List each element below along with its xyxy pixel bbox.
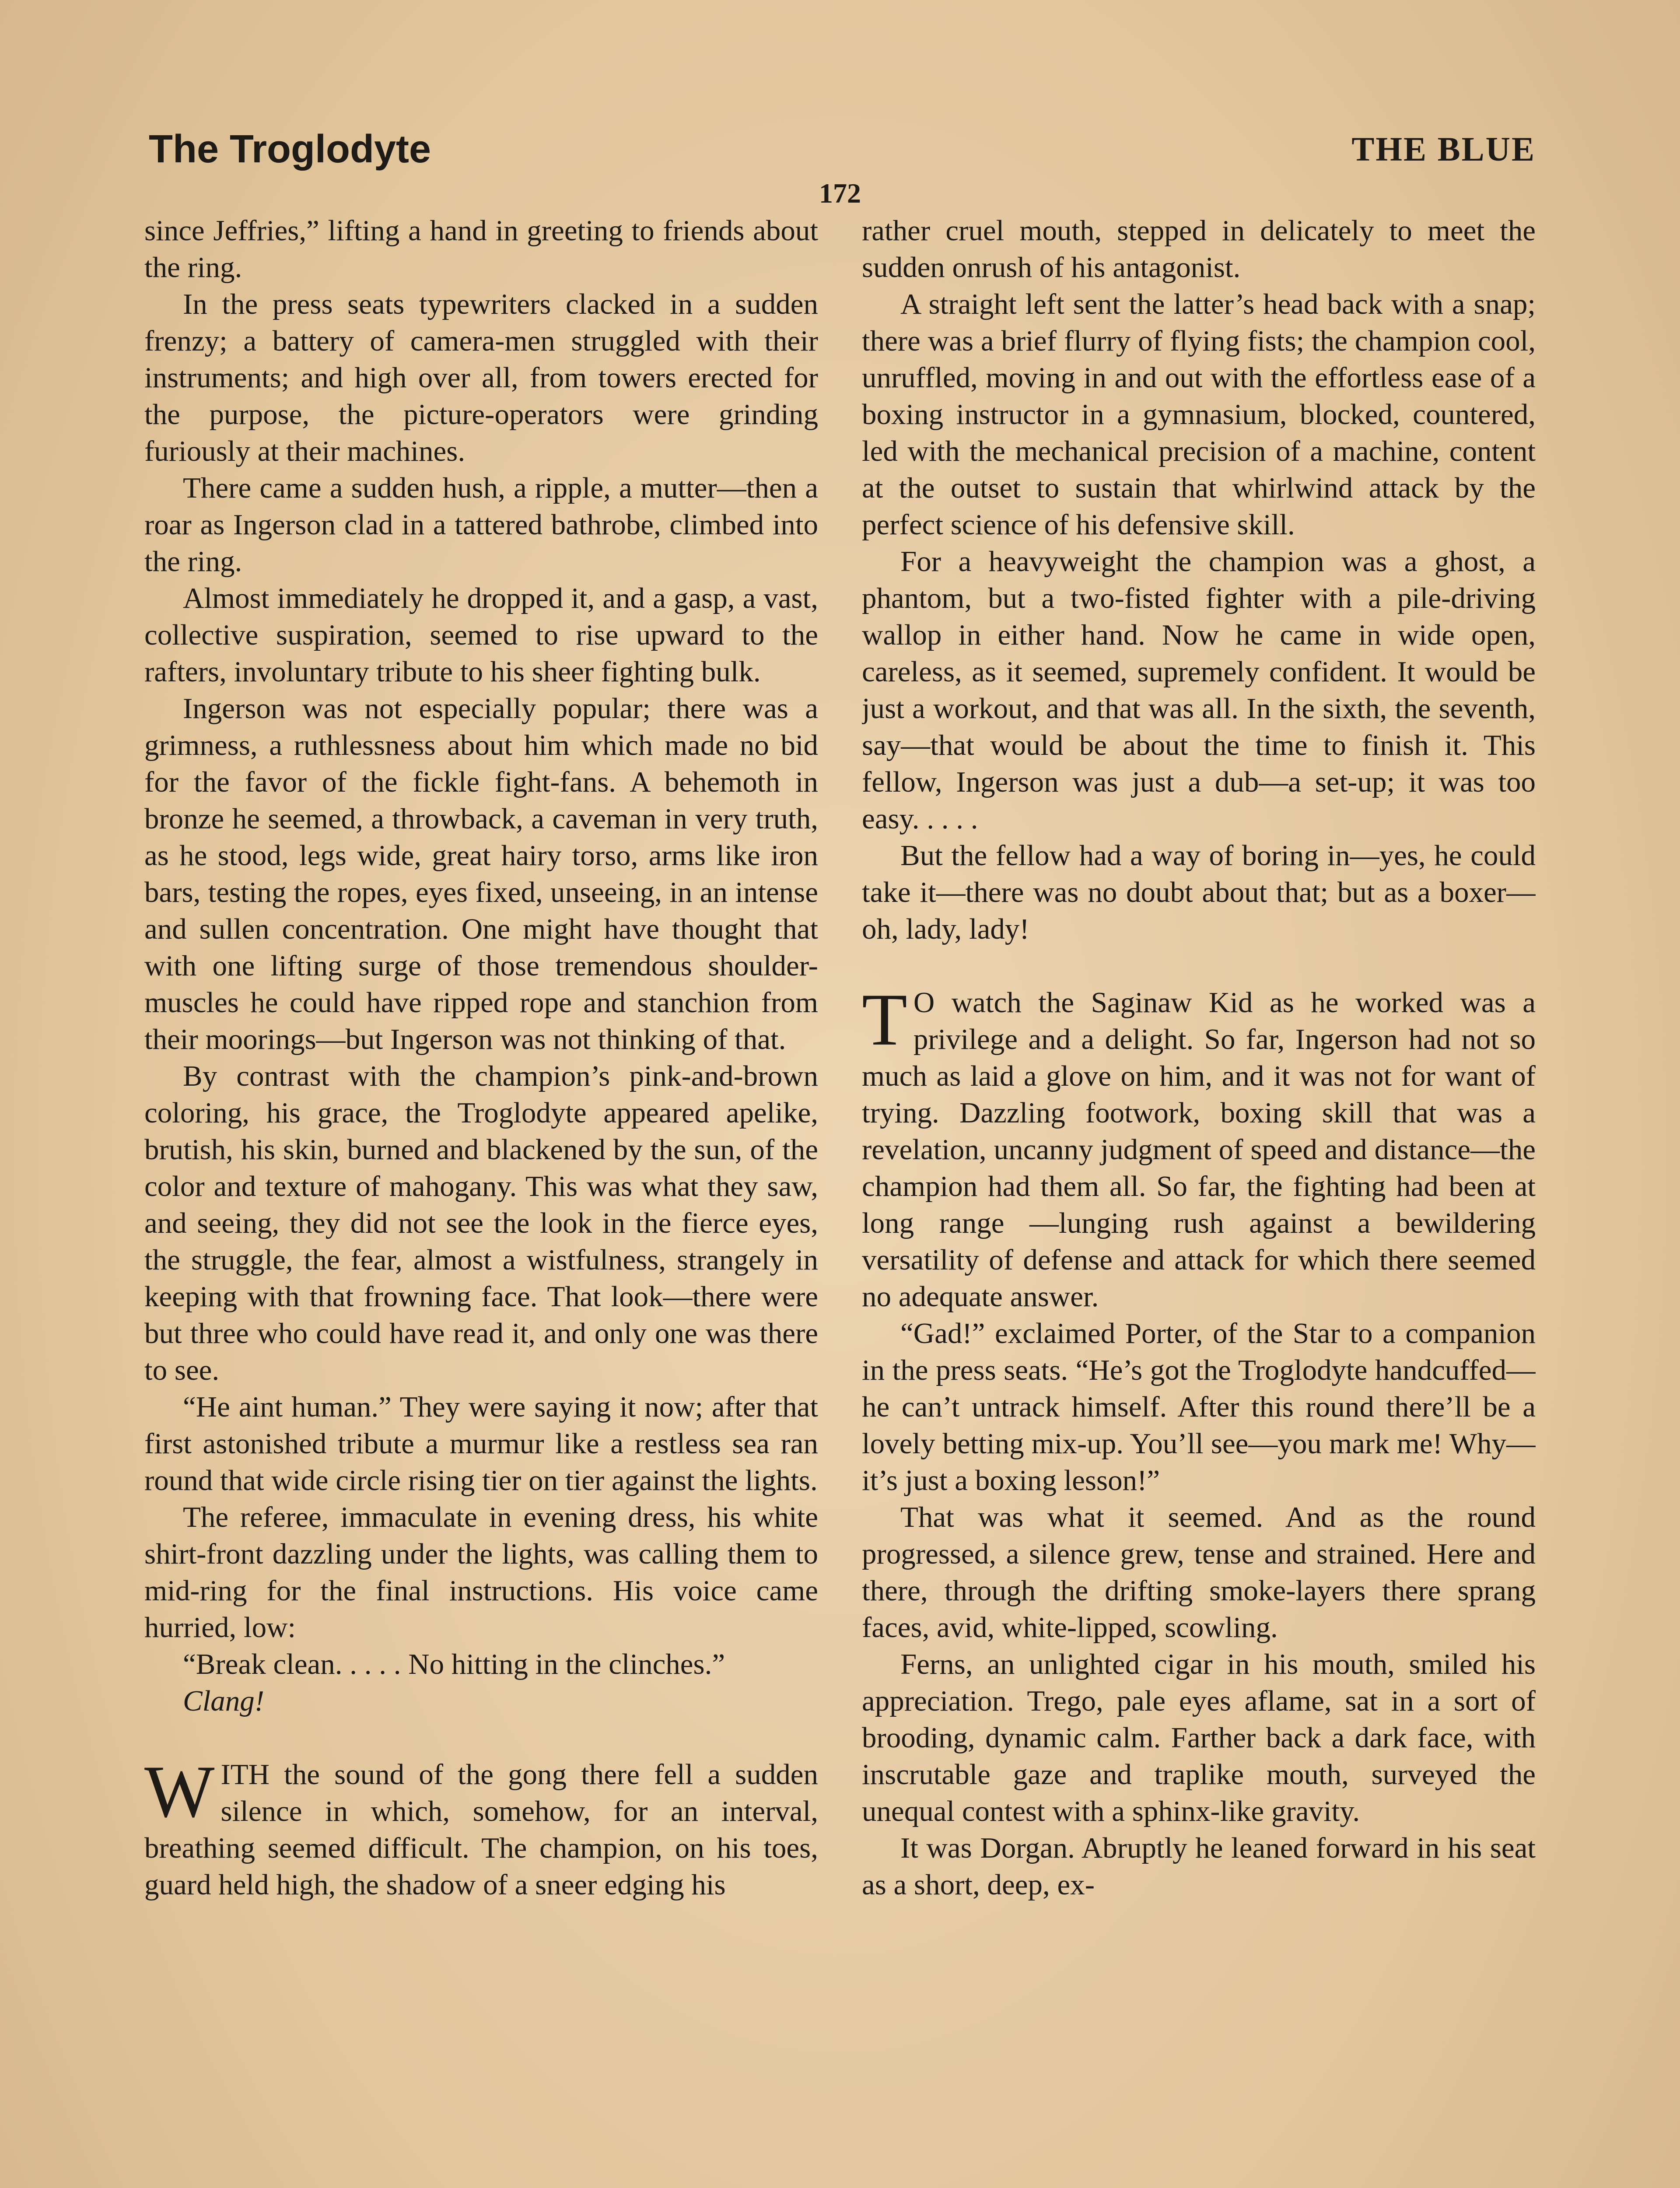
- running-head: [149, 127, 1536, 175]
- paragraph-text: By contrast with the champion’s pink-and-brown coloring, his grace, the Troglodyte appeared apelike, brutish, his skin, burned and blackened by the sun, of the color and texture of mahogany. This was what they saw, and seeing, they did not see the look in the fierce eyes, the struggle, the fear, almost a wistfulness, strangely in keeping with that frowning face. That look—there were but three who could have read it, and only one was there to see.: [144, 1060, 818, 1386]
- paragraph: [862, 286, 1536, 543]
- page-number: 172: [819, 178, 861, 209]
- paragraph-text: It was Dorgan. Abruptly he leaned forward in his seat as a short, deep, ex-: [862, 1832, 1536, 1901]
- paragraph-text: ITH the sound of the gong there fell a sudden silence in which, somehow, for an interval, breathing seemed difficult. The champion, on his toes, guard held high, the shadow of a sneer edging his: [144, 1758, 818, 1901]
- paragraph: [144, 286, 818, 470]
- paragraph: [144, 1750, 818, 1903]
- paragraph: [144, 1683, 818, 1719]
- paragraph-text: But the fellow had a way of boring in—yes, he could take it—there was no doubt about that; but as a boxer—oh, lady, lady!: [862, 839, 1536, 945]
- paragraph-text: “Gad!” exclaimed Porter, of the Star to a companion in the press seats. “He’s got the Troglodyte handcuffed—he can’t untrack himself. After this round there’ll be a lovely betting mix-up. You’ll see—you mark me! Why—it’s just a boxing lesson!”: [862, 1317, 1536, 1497]
- paragraph: [862, 837, 1536, 947]
- paragraph: [862, 212, 1536, 286]
- paragraph-text: For a heavyweight the champion was a ghost, a phantom, but a two-fisted fighter with a pile-driving wallop in either hand. Now he came in wide open, careless, as it seemed, supremely confident. It would be just a workout, and that was all. In the sixth, the seventh, say—that would be about the time to finish it. This fellow, Ingerson was just a dub—a set-up; it was too easy. . . . .: [862, 545, 1536, 835]
- paragraph: [144, 1646, 818, 1683]
- paragraph-text: “Break clean. . . . . No hitting in the clinches.”: [183, 1648, 725, 1680]
- paragraph-text: A straight left sent the latter’s head back with a snap; there was a brief flurry of flying fists; the champion cool, unruffled, moving in and out with the effortless ease of a boxing instructor in a gymnasium, blocked, countered, led with the mechanical precision of a machine, content at the outset to sustain that whirlwind attack by the perfect science of his defensive skill.: [862, 288, 1536, 541]
- paragraph-text: Ingerson was not especially popular; there was a grimness, a ruthlessness about him which made no bid for the favor of the fickle fight-fans. A behemoth in bronze he seemed, a throwback, a caveman in very truth, as he stood, legs wide, great hairy torso, arms like iron bars, testing the ropes, eyes fixed, unseeing, in an intense and sullen concentration. One might have thought that with one lifting surge of those tremendous shoulder-muscles he could have ripped rope and stanchion from their moorings—but Ingerson was not thinking of that.: [144, 692, 818, 1055]
- paragraph: [862, 1830, 1536, 1903]
- paragraph: [144, 690, 818, 1058]
- story-title: The Troglodyte: [149, 127, 431, 171]
- paragraph: [144, 470, 818, 580]
- paragraph-text: O watch the Saginaw Kid as he worked was a privilege and a delight. So far, Ingerson had not so much as laid a glove on him, and it was not for want of trying. Dazzling footwork, boxing skill that was a revelation, uncanny judgment of speed and distance—the champion had them all. So far, the fighting had been at long range —lunging rush against a bewildering versatility of defense and attack for which there seemed no adequate answer.: [862, 986, 1536, 1313]
- paragraph: [862, 1499, 1536, 1646]
- paragraph-text: Ferns, an unlighted cigar in his mouth, smiled his appreciation. Trego, pale eyes aflame, sat in a sort of brooding, dynamic calm. Farther back a dark face, with inscrutable gaze and traplike mouth, surveyed the unequal contest with a sphinx-like gravity.: [862, 1648, 1536, 1827]
- paragraph-text: Almost immediately he dropped it, and a gasp, a vast, collective suspiration, seemed to rise upward to the rafters, involuntary tribute to his sheer fighting bulk.: [144, 582, 818, 688]
- paragraph-text: That was what it seemed. And as the round progressed, a silence grew, tense and strained. Here and there, through the drifting smoke-layers there sprang faces, avid, white-lipped, scowling.: [862, 1501, 1536, 1644]
- paragraph: [144, 1058, 818, 1389]
- drop-cap: T: [862, 978, 907, 1061]
- text-columns: [144, 212, 1536, 2188]
- paragraph-text: In the press seats typewriters clacked in a sudden frenzy; a battery of camera-men struggled with their instruments; and high over all, from towers erected for the purpose, the picture-operators were grinding furiously at their machines.: [144, 288, 818, 467]
- paragraph: [862, 1646, 1536, 1830]
- right-column: [862, 212, 1536, 2188]
- paragraph-text: The referee, immaculate in evening dress, his white shirt-front dazzling under the lights, was calling them to mid-ring for the final instructions. His voice came hurried, low:: [144, 1501, 818, 1644]
- paragraph-text: Clang!: [183, 1685, 265, 1717]
- paragraph: [144, 1499, 818, 1646]
- magazine-name: THE BLUE: [1351, 130, 1536, 168]
- paragraph: [144, 580, 818, 690]
- paragraph: [862, 978, 1536, 1315]
- paragraph-text: “He aint human.” They were saying it now; after that first astonished tribute a murmur like a restless sea ran round that wide circle rising tier on tier against the lights.: [144, 1391, 818, 1497]
- paragraph: [144, 212, 818, 286]
- paragraph: [862, 543, 1536, 837]
- paragraph: [862, 1315, 1536, 1499]
- left-column: [144, 212, 818, 2188]
- paragraph-text: rather cruel mouth, stepped in delicately to meet the sudden onrush of his antagonist.: [862, 214, 1536, 284]
- paragraph-text: since Jeffries,” lifting a hand in greeting to friends about the ring.: [144, 214, 818, 284]
- drop-cap: W: [144, 1750, 215, 1833]
- paragraph-text: There came a sudden hush, a ripple, a mutter—then a roar as Ingerson clad in a tattered bathrobe, climbed into the ring.: [144, 472, 818, 578]
- paragraph: [144, 1389, 818, 1499]
